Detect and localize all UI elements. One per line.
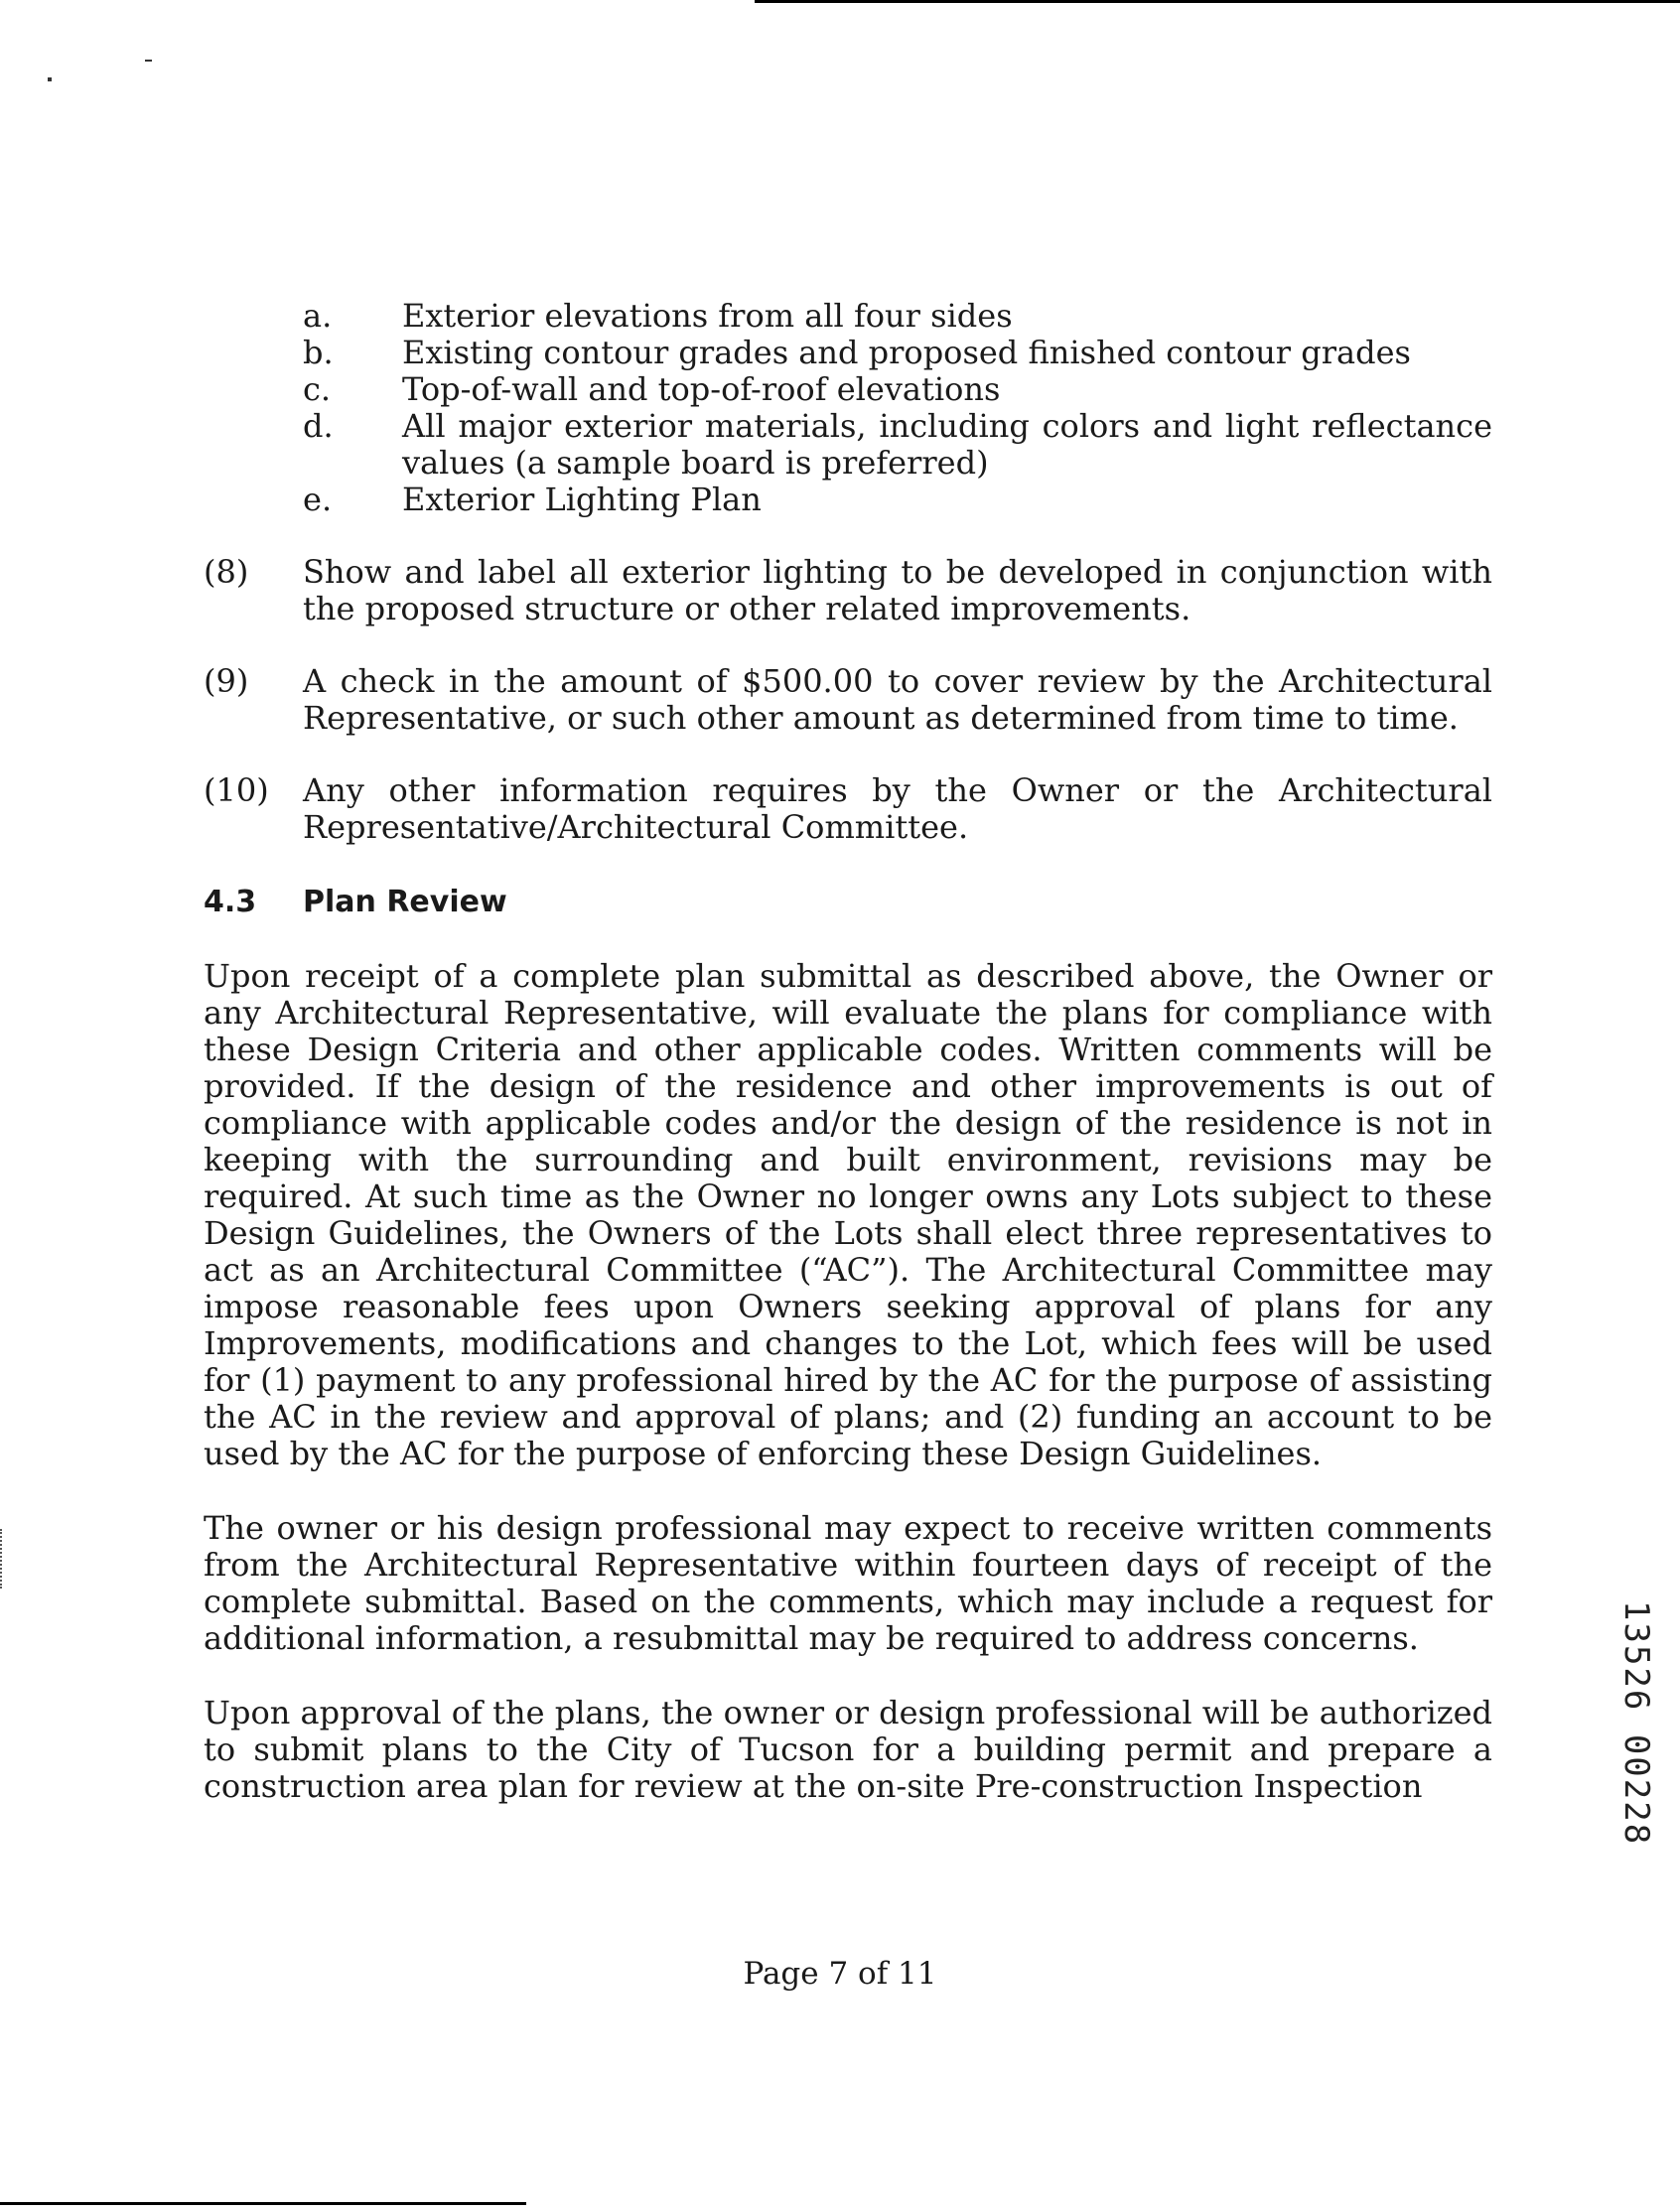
bates-stamp: 13526 00228 bbox=[1616, 1600, 1656, 1847]
paragraph: Upon approval of the plans, the owner or design professional will be authorized to submit plans to the City of Tucson for a building permit and prepare a construction area plan for review at the on-site Pre-construction Inspection bbox=[204, 1694, 1492, 1805]
scan-speck bbox=[48, 77, 52, 81]
list-item-text: Existing contour grades and proposed finished contour grades bbox=[402, 334, 1411, 371]
numbered-item-text: A check in the amount of $500.00 to cover review by the Architectural Representative, or such other amount as determined from time to time. bbox=[303, 662, 1492, 737]
numbered-item-label: (10) bbox=[204, 771, 269, 809]
numbered-item-label: (8) bbox=[204, 553, 249, 591]
scan-speck bbox=[145, 60, 152, 62]
scan-edge-bottom bbox=[0, 2202, 526, 2205]
section-number: 4.3 bbox=[204, 885, 257, 919]
paragraph: Upon receipt of a complete plan submittal as described above, the Owner or any Architectural Representative, will evaluate the plans for compliance with these Design Criteria and other applicable codes. Written comments will be provided. If the design of the residence and other improvements is out of compliance with applicable codes and/or the design of the residence is not in keeping with the surrounding and built environment, revisions may be required. At such time as the Owner no longer owns any Lots subject to these Design Guidelines, the Owners of the Lots shall elect three representatives to act as an Architectural Committee (“AC”). The Architectural Committee may impose reasonable fees upon Owners seeking approval of plans for any Improvements, modifications and changes to the Lot, which fees will be used for (1) payment to any professional hired by the AC for the purpose of assisting the AC in the review and approval of plans; and (2) funding an account to be used by the AC for the purpose of enforcing these Design Guidelines. bbox=[204, 957, 1492, 1472]
list-item-letter: e. bbox=[303, 481, 333, 518]
paragraph: The owner or his design professional may expect to receive written comments from the Architectural Representative within fourteen days of receipt of the complete submittal. Based on the comments, which may include a request for additional information, a resubmittal may be required to address concerns. bbox=[204, 1509, 1492, 1657]
list-item-letter: c. bbox=[303, 370, 332, 408]
numbered-item bbox=[204, 772, 1492, 846]
page-number: Page 7 of 11 bbox=[743, 1956, 937, 1992]
list-item bbox=[303, 298, 1492, 335]
list-item bbox=[303, 482, 1492, 518]
list-item bbox=[303, 371, 1492, 408]
list-item-text: Top-of-wall and top-of-roof elevations bbox=[402, 370, 1001, 408]
list-item bbox=[303, 408, 1492, 482]
list-item-letter: d. bbox=[303, 407, 334, 445]
requirements-sublist bbox=[303, 298, 1492, 518]
list-item-text: All major exterior materials, including colors and light reflectance values (a sample board is preferred) bbox=[402, 407, 1492, 482]
numbered-item bbox=[204, 663, 1492, 737]
section-heading bbox=[204, 884, 1492, 920]
numbered-item-label: (9) bbox=[204, 662, 249, 700]
page-content bbox=[204, 298, 1492, 1837]
list-item bbox=[303, 335, 1492, 371]
numbered-item-text: Any other information requires by the Owner or the Architectural Representative/Architectural Committee. bbox=[303, 771, 1492, 846]
scan-edge-top bbox=[755, 0, 1680, 3]
numbered-item bbox=[204, 554, 1492, 627]
list-item-text: Exterior elevations from all four sides bbox=[402, 297, 1013, 335]
list-item-letter: b. bbox=[303, 334, 334, 371]
scan-edge-left bbox=[0, 1529, 5, 1589]
list-item-text: Exterior Lighting Plan bbox=[402, 481, 762, 518]
list-item-letter: a. bbox=[303, 297, 333, 335]
section-title: Plan Review bbox=[303, 885, 507, 919]
numbered-item-text: Show and label all exterior lighting to be developed in conjunction with the proposed structure or other related improvements. bbox=[303, 553, 1492, 627]
